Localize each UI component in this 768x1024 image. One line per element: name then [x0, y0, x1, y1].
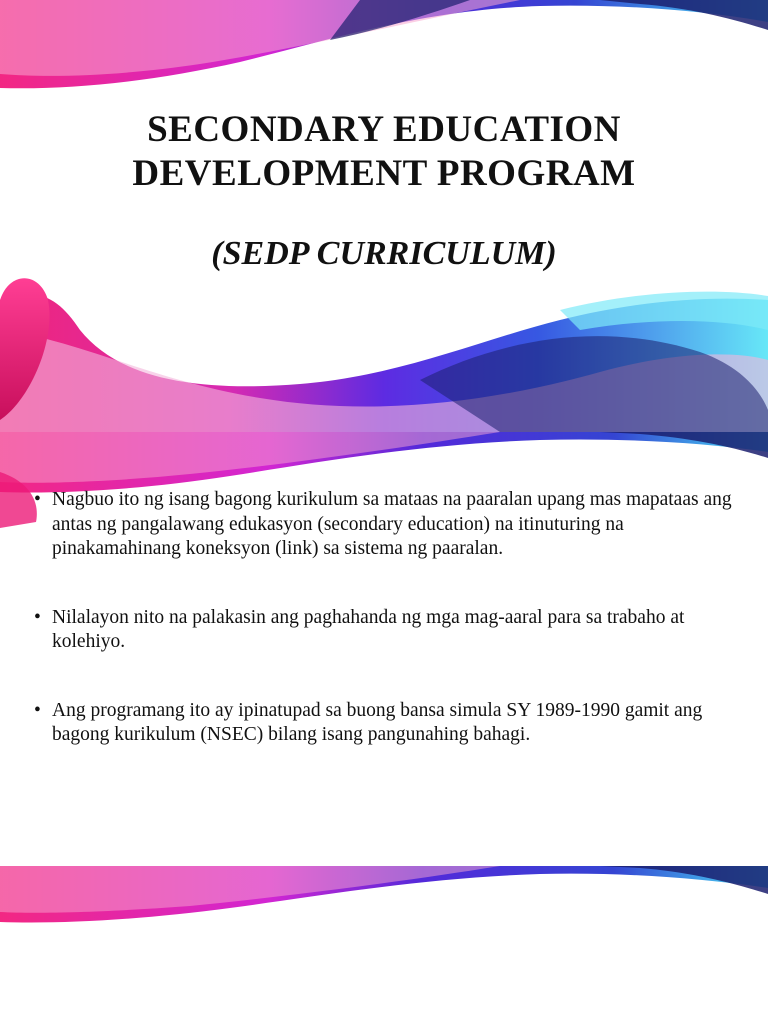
bullet-text: Ang programang ito ay ipinatupad sa buong bansa simula SY 1989-1990 gamit ang bagong kurikulum (NSEC) bilang isang pangunahing bahagi. — [52, 699, 703, 745]
title-slide — [0, 0, 768, 432]
bullet-mark: • — [34, 606, 41, 628]
slide-subtitle: (SEDP CURRICULUM) — [211, 235, 557, 272]
bullet-mark: • — [34, 489, 41, 510]
bullet-text: Nilalayon nito na palakasin ang paghahanda ng mga mag-aaral para sa trabaho at kolehiyo. — [52, 606, 685, 652]
next-slide-preview — [0, 866, 768, 1024]
bullet-mark: • — [34, 699, 41, 721]
slide-title: SECONDARY EDUCATION DEVELOPMENT PROGRAM — [132, 109, 636, 194]
wave-decoration-bottom — [0, 866, 768, 946]
list-item — [34, 606, 734, 655]
list-item — [34, 488, 734, 562]
content-slide — [0, 432, 768, 866]
bullet-text: Nagbuo ito ng isang bagong kurikulum sa mataas na paaralan upang mas mapataas ang antas ng pangalawang edukasyon (secondary education) na itinuturing na pinakamahinang koneksyon (link) sa sistema ng paaralan. — [52, 489, 732, 559]
wave-decoration-top — [0, 0, 768, 432]
list-item — [34, 699, 734, 748]
bullet-list — [34, 488, 734, 792]
